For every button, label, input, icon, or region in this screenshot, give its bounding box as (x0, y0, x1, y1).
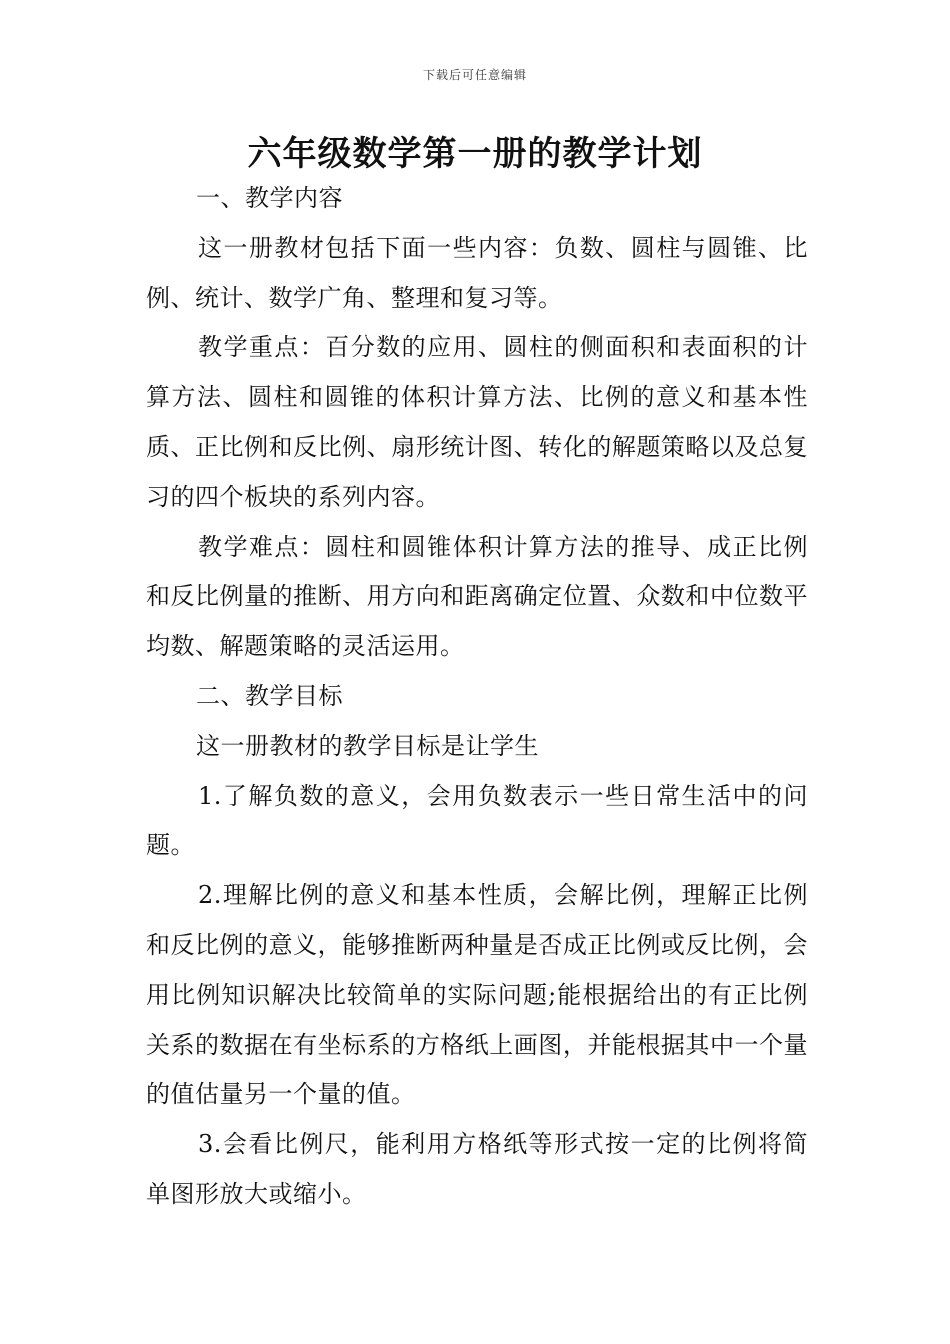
document-body (146, 174, 808, 1220)
header-note: 下载后可任意编辑 (422, 68, 527, 82)
goal-item-3: 3.会看比例尺，能利用方格纸等形式按一定的比例将简单图形放大或缩小。 (146, 1130, 808, 1208)
paragraph-goals-intro: 这一册教材的教学目标是让学生 (196, 731, 539, 760)
paragraph-content-list: 这一册教材包括下面一些内容：负数、圆柱与圆锥、比例、统计、数学广角、整理和复习等。 (146, 233, 808, 312)
goal-item-1: 1.了解负数的意义，会用负数表示一些日常生活中的问题。 (146, 781, 808, 860)
paragraph-difficulties: 教学难点：圆柱和圆锥体积计算方法的推导、成正比例和反比例量的推断、用方向和距离确定位置、众数和中位数平均数、解题策略的灵活运用。 (146, 532, 808, 661)
section-heading-content: 一、教学内容 (196, 184, 343, 212)
goal-item-2: 2.理解比例的意义和基本性质，会解比例，理解正比例和反比例的意义，能够推断两种量是否成正比例或反比例，会用比例知识解决比较简单的实际问题;能根据给出的有正比例关系的数据在有坐标系的方格纸上画图，并能根据其中一个量的值估量另一个量的值。 (146, 881, 808, 1109)
page-title: 六年级数学第一册的教学计划 (247, 134, 703, 174)
section-heading-goals: 二、教学目标 (196, 681, 343, 710)
paragraph-key-points: 教学重点：百分数的应用、圆柱的侧面积和表面积的计算方法、圆柱和圆锥的体积计算方法、比例的意义和基本性质、正比例和反比例、扇形统计图、转化的解题策略以及总复习的四个板块的系列内容。 (146, 333, 808, 511)
